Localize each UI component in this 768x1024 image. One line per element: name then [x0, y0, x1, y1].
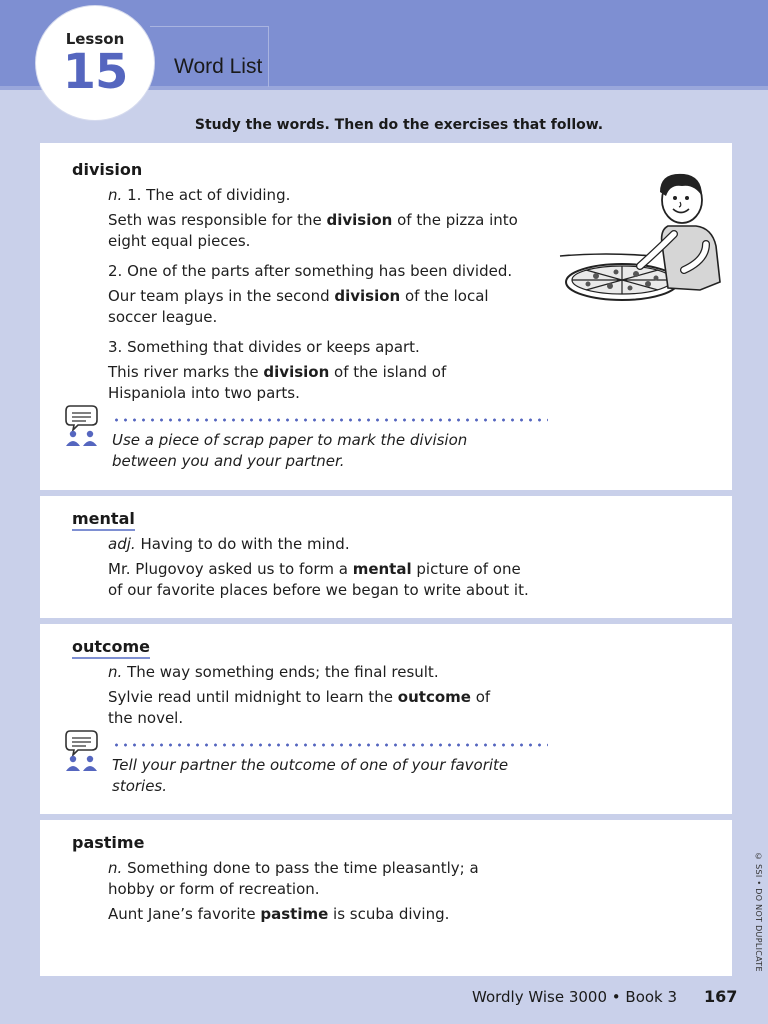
definition-text: One of the parts after something has been divided. — [127, 262, 513, 280]
definition — [108, 662, 439, 683]
part-of-speech: n. — [108, 859, 123, 877]
sense-number: 2. — [108, 262, 123, 280]
dotted-divider — [112, 418, 548, 422]
example-text: Our team plays in the second — [108, 287, 335, 305]
example-text: soccer league. — [108, 308, 218, 326]
boy-cutting-pizza-illustration — [556, 170, 726, 320]
definition — [108, 534, 350, 555]
example-sentence — [108, 904, 449, 925]
example-keyword: pastime — [260, 905, 329, 923]
lesson-number: 15 — [62, 44, 128, 100]
example-text: This river marks the — [108, 363, 264, 381]
example-text: is scuba diving. — [328, 905, 450, 923]
definition-text: hobby or form of recreation. — [108, 880, 320, 898]
dotted-divider — [112, 743, 548, 747]
partner-discussion-icon — [64, 729, 102, 773]
example-text: Mr. Plugovoy asked us to form a — [108, 560, 353, 578]
sense-number: 3. — [108, 338, 123, 356]
partner-note-line: between you and your partner. — [112, 452, 345, 470]
definition-text: Something that divides or keeps apart. — [127, 338, 420, 356]
example-text: of — [470, 688, 491, 706]
definition-text: The act of dividing. — [146, 186, 291, 204]
lesson-badge — [36, 6, 154, 120]
entry-word: outcome — [72, 637, 150, 659]
partner-note-line: stories. — [112, 777, 168, 795]
part-of-speech: n. — [108, 663, 123, 681]
example-text: the novel. — [108, 709, 184, 727]
entry-word: pastime — [72, 833, 145, 852]
example-text: of the local — [400, 287, 489, 305]
example-keyword: division — [334, 287, 401, 305]
footer-book-title: Wordly Wise 3000 • Book 3 — [472, 988, 678, 1006]
partner-note — [112, 430, 467, 472]
example-sentence — [108, 687, 490, 729]
lesson-label: Lesson — [65, 30, 125, 48]
example-text: Sylvie read until midnight to learn the — [108, 688, 398, 706]
example-keyword: outcome — [397, 688, 471, 706]
instructions: Study the words. Then do the exercises that follow. — [194, 117, 604, 133]
example-sentence — [108, 559, 529, 601]
example-keyword: division — [263, 363, 330, 381]
example-text: picture of one — [411, 560, 521, 578]
partner-note — [112, 755, 508, 797]
example-text: of the pizza into — [392, 211, 518, 229]
definition-text: Having to do with the mind. — [140, 535, 350, 553]
example-text: Seth was responsible for the — [108, 211, 327, 229]
sense-definition — [108, 261, 512, 282]
definition — [108, 858, 479, 900]
example-keyword: mental — [352, 560, 412, 578]
example-text: Hispaniola into two parts. — [108, 384, 300, 402]
definition-text: The way something ends; the final result. — [127, 663, 439, 681]
definition-text: Something done to pass the time pleasantly; a — [127, 859, 479, 877]
example-text: of the island of — [329, 363, 447, 381]
sense-definition — [108, 185, 290, 206]
example-keyword: division — [326, 211, 393, 229]
partner-discussion-icon — [64, 404, 102, 448]
part-of-speech: adj. — [108, 535, 136, 553]
example-sentence — [108, 210, 518, 252]
example-sentence — [108, 362, 446, 404]
partner-note-line: Use a piece of scrap paper to mark the division — [112, 431, 468, 449]
entry-word: division — [72, 160, 143, 179]
example-sentence — [108, 286, 489, 328]
part-of-speech: n. — [108, 186, 123, 204]
sense-number: 1. — [127, 186, 142, 204]
example-text: Aunt Jane’s favorite — [108, 905, 261, 923]
entry-word: mental — [72, 509, 135, 531]
page-title: Word List — [174, 55, 263, 78]
sense-definition — [108, 337, 420, 358]
page-number: 167 — [704, 987, 738, 1006]
example-text: of our favorite places before we began to write about it. — [108, 581, 529, 599]
example-text: eight equal pieces. — [108, 232, 251, 250]
partner-note-line: Tell your partner the outcome of one of your favorite — [112, 756, 509, 774]
copyright-note: © SSI • DO NOT DUPLICATE — [754, 852, 763, 972]
